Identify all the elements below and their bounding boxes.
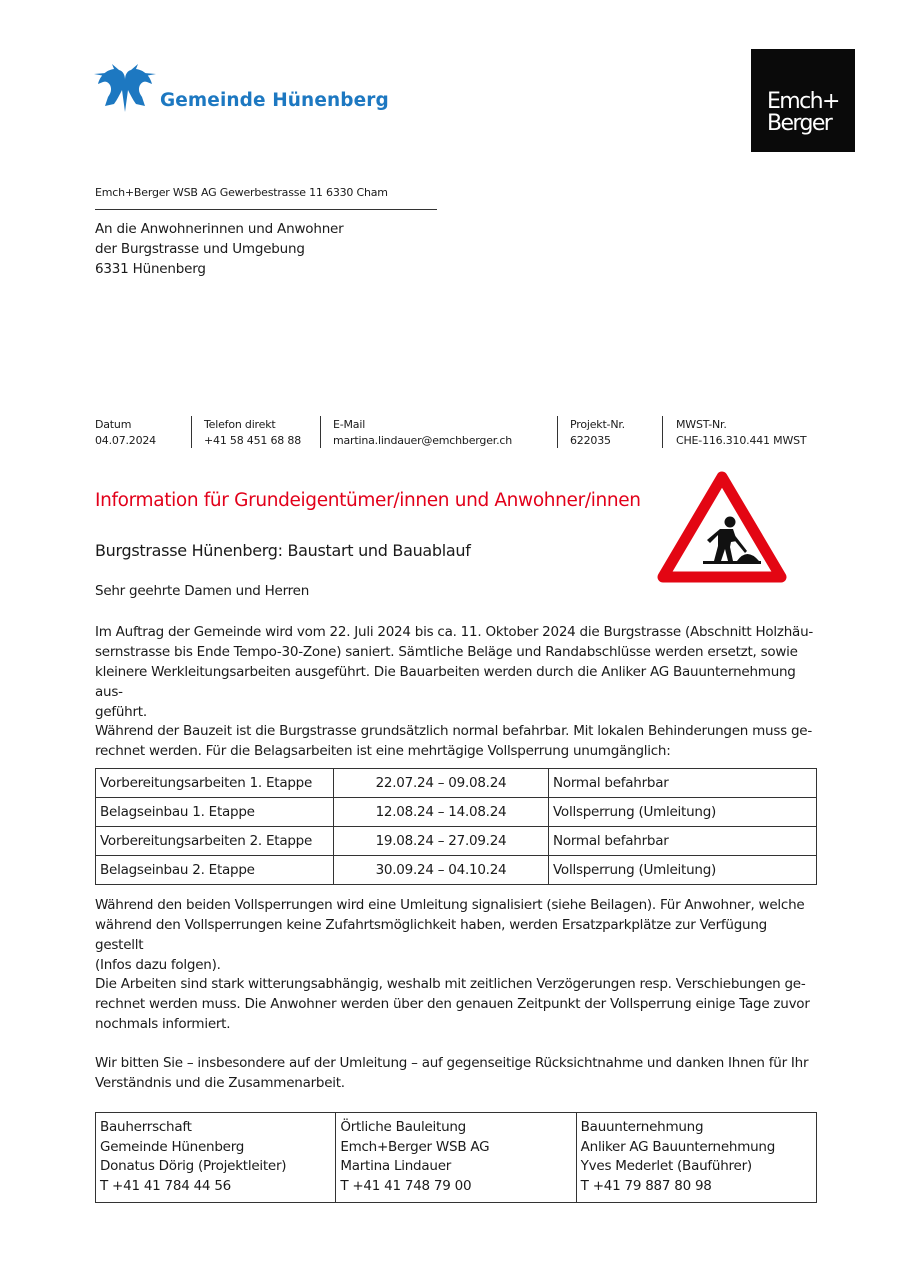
schedule-status: Vollsperrung (Umleitung) xyxy=(549,798,817,827)
text-line: Während der Bauzeit ist die Burgstrasse grundsätzlich normal befahrbar. Mit lokalen Behinderungen muss ge- xyxy=(95,723,812,739)
meta-divider xyxy=(320,416,321,448)
schedule-dates: 22.07.24 – 09.08.24 xyxy=(334,769,549,798)
contact-role: Bauunternehmung xyxy=(580,1119,704,1135)
meta-mwst xyxy=(676,417,806,448)
contact-org: Anliker AG Bauunternehmung xyxy=(580,1138,776,1155)
contact-bauunternehmung xyxy=(576,1113,816,1203)
text-line: nochmals informiert. xyxy=(95,1016,231,1032)
schedule-phase: Vorbereitungsarbeiten 1. Etappe xyxy=(96,769,334,798)
meta-label: MWST-Nr. xyxy=(676,418,727,431)
text-line: (Infos dazu folgen). xyxy=(95,957,221,973)
meta-value[interactable]: martina.lindauer@emchberger.ch xyxy=(333,433,512,447)
table-row xyxy=(96,856,817,885)
meta-divider xyxy=(191,416,192,448)
meta-value: 622035 xyxy=(570,433,611,447)
meta-value: CHE-116.310.441 MWST xyxy=(676,433,807,447)
paragraph-weather xyxy=(95,974,817,1034)
contact-phone: T +41 41 748 79 00 xyxy=(340,1177,472,1194)
schedule-phase: Belagseinbau 2. Etappe xyxy=(96,856,334,885)
meta-telefon xyxy=(204,417,301,448)
schedule-dates: 30.09.24 – 04.10.24 xyxy=(334,856,549,885)
contacts-table xyxy=(95,1112,817,1203)
schedule-phase: Belagseinbau 1. Etappe xyxy=(96,798,334,827)
meta-value: 04.07.2024 xyxy=(95,433,156,447)
unicorn-heads-icon xyxy=(92,62,158,112)
contact-org: Emch+Berger WSB AG xyxy=(340,1138,490,1155)
table-row xyxy=(96,1113,817,1203)
text-line: geführt. xyxy=(95,704,147,720)
contact-role: Örtliche Bauleitung xyxy=(340,1119,466,1135)
paragraph-traffic xyxy=(95,721,817,761)
document-subtitle: Burgstrasse Hünenberg: Baustart und Bauablauf xyxy=(95,541,471,560)
table-row xyxy=(96,827,817,856)
recipient-address xyxy=(95,219,344,279)
contact-bauleitung xyxy=(336,1113,576,1203)
salutation: Sehr geehrte Damen und Herren xyxy=(95,583,310,599)
meta-divider xyxy=(557,416,558,448)
text-line: während den Vollsperrungen keine Zufahrtsmöglichkeit haben, werden Ersatzparkplätze zur Verfügung gestellt xyxy=(95,917,767,953)
text-line: rechnet werden muss. Die Anwohner werden über den genauen Zeitpunkt der Vollsperrung einige Tage zuvor xyxy=(95,996,810,1012)
sender-line: Emch+Berger WSB AG Gewerbestrasse 11 6330 Cham xyxy=(95,186,388,199)
text-line: Die Arbeiten sind stark witterungsabhängig, weshalb mit zeitlichen Verzögerungen resp. Verschiebungen ge- xyxy=(95,976,806,992)
contact-org: Gemeinde Hünenberg xyxy=(100,1138,245,1155)
gemeinde-logo xyxy=(92,62,389,112)
schedule-table xyxy=(95,768,817,885)
recipient-line: 6331 Hünenberg xyxy=(95,261,206,277)
sender-divider xyxy=(95,209,437,210)
contact-phone: T +41 79 887 80 98 xyxy=(580,1177,712,1194)
text-line: Wir bitten Sie – insbesondere auf der Umleitung – auf gegenseitige Rücksichtnahme und danken Ihnen für Ihr xyxy=(95,1055,809,1071)
road-works-sign-icon xyxy=(657,469,787,583)
recipient-line: An die Anwohnerinnen und Anwohner xyxy=(95,221,344,237)
emch-berger-logo xyxy=(751,49,855,152)
table-row xyxy=(96,798,817,827)
schedule-status: Vollsperrung (Umleitung) xyxy=(549,856,817,885)
logo-line-2: Berger xyxy=(767,111,832,136)
meta-divider xyxy=(662,416,663,448)
recipient-line: der Burgstrasse und Umgebung xyxy=(95,241,305,257)
gemeinde-name: Gemeinde Hünenberg xyxy=(160,90,389,111)
paragraph-intro xyxy=(95,622,817,722)
text-line: kleinere Werkleitungsarbeiten ausgeführt. Die Bauarbeiten werden durch die Anliker AG Bauunternehmung aus- xyxy=(95,664,796,700)
paragraph-closing xyxy=(95,1053,817,1093)
meta-label: Datum xyxy=(95,418,132,431)
text-line: Im Auftrag der Gemeinde wird vom 22. Juli 2024 bis ca. 11. Oktober 2024 die Burgstrasse (Abschnitt Holzhäu- xyxy=(95,624,814,640)
schedule-status: Normal befahrbar xyxy=(549,769,817,798)
schedule-status: Normal befahrbar xyxy=(549,827,817,856)
contact-bauherrschaft xyxy=(96,1113,336,1203)
contact-person: Donatus Dörig (Projektleiter) xyxy=(100,1158,287,1174)
schedule-phase: Vorbereitungsarbeiten 2. Etappe xyxy=(96,827,334,856)
meta-datum xyxy=(95,417,156,448)
logo-line-1: Emch+ xyxy=(767,89,839,114)
meta-label: Telefon direkt xyxy=(204,418,276,431)
text-line: Während den beiden Vollsperrungen wird eine Umleitung signalisiert (siehe Beilagen). Für Anwohner, welche xyxy=(95,897,805,913)
document-title: Information für Grundeigentümer/innen und Anwohner/innen xyxy=(95,490,641,511)
meta-label: E-Mail xyxy=(333,418,366,431)
text-line: Verständnis und die Zusammenarbeit. xyxy=(95,1075,345,1091)
text-line: rechnet werden. Für die Belagsarbeiten ist eine mehrtägige Vollsperrung unumgänglich: xyxy=(95,743,671,759)
schedule-dates: 19.08.24 – 27.09.24 xyxy=(334,827,549,856)
meta-value: +41 58 451 68 88 xyxy=(204,433,301,447)
meta-email xyxy=(333,417,512,448)
contact-phone: T +41 41 784 44 56 xyxy=(100,1177,231,1194)
contact-person: Martina Lindauer xyxy=(340,1158,452,1174)
paragraph-detour xyxy=(95,895,817,975)
meta-label: Projekt-Nr. xyxy=(570,418,625,431)
contact-role: Bauherrschaft xyxy=(100,1119,192,1135)
meta-projekt xyxy=(570,417,625,448)
contact-person: Yves Mederlet (Bauführer) xyxy=(580,1158,752,1174)
table-row xyxy=(96,769,817,798)
schedule-dates: 12.08.24 – 14.08.24 xyxy=(334,798,549,827)
text-line: sernstrasse bis Ende Tempo-30-Zone) saniert. Sämtliche Beläge und Randabschlüsse werden ersetzt, sowie xyxy=(95,644,798,660)
